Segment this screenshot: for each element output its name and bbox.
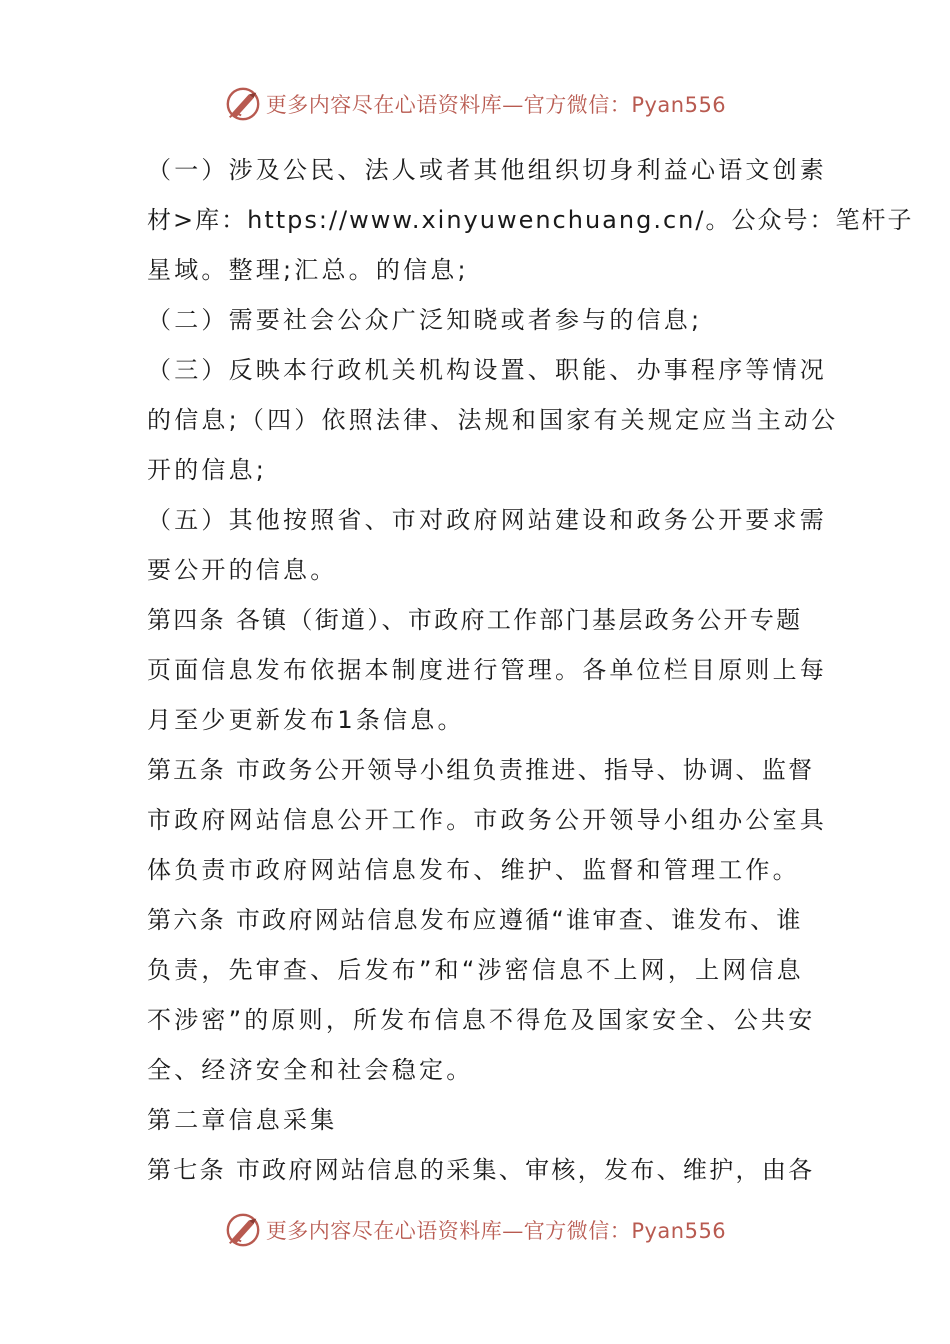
doc-line: 第六条 市政府网站信息发布应遵循“谁审查、谁发布、谁 bbox=[147, 906, 803, 934]
doc-line: 第五条 市政务公开领导小组负责推进、指导、协调、监督 bbox=[147, 756, 815, 784]
doc-line: 的信息;（四）依照法律、法规和国家有关规定应当主动公 bbox=[147, 406, 839, 434]
doc-line: 第四条 各镇（街道）、市政府工作部门基层政务公开专题 bbox=[147, 606, 803, 634]
banner-text bbox=[266, 89, 726, 119]
pen-logo-icon bbox=[224, 1211, 262, 1249]
doc-line: 全、经济安全和社会稳定。 bbox=[147, 1056, 474, 1084]
header-banner bbox=[0, 82, 950, 126]
banner-slogan: 更多内容尽在心语资料库—官方微信： bbox=[265, 1219, 632, 1243]
doc-line: （一）涉及公民、法人或者其他组织切身利益心语文创素 bbox=[147, 156, 827, 184]
banner-inner bbox=[224, 1211, 726, 1249]
footer-banner bbox=[0, 1208, 950, 1252]
document-body bbox=[147, 148, 914, 1198]
doc-line: （二）需要社会公众广泛知晓或者参与的信息; bbox=[147, 306, 703, 334]
doc-line: 市政府网站信息公开工作。市政务公开领导小组办公室具 bbox=[147, 806, 827, 834]
doc-line: 开的信息; bbox=[147, 456, 268, 484]
banner-slogan: 更多内容尽在心语资料库—官方微信： bbox=[265, 93, 632, 117]
doc-line: 月至少更新发布1条信息。 bbox=[147, 706, 465, 734]
doc-line: 星域。整理;汇总。的信息; bbox=[147, 256, 469, 284]
doc-line: 不涉密”的原则，所发布信息不得危及国家安全、公共安 bbox=[147, 1006, 816, 1034]
banner-text bbox=[266, 1215, 726, 1245]
banner-wechat-id: Pyan556 bbox=[631, 1219, 727, 1243]
doc-line: 材>库：https://www.xinyuwenchuang.cn/。公众号：笔杆子 bbox=[147, 206, 914, 234]
doc-line: （三）反映本行政机关机构设置、职能、办事程序等情况 bbox=[147, 356, 827, 384]
pen-logo-icon bbox=[224, 85, 262, 123]
doc-line: 页面信息发布依据本制度进行管理。各单位栏目原则上每 bbox=[147, 656, 827, 684]
doc-line: 第七条 市政府网站信息的采集、审核，发布、维护，由各 bbox=[147, 1156, 815, 1184]
doc-line: 第二章信息采集 bbox=[147, 1106, 338, 1134]
doc-line: 要公开的信息。 bbox=[147, 556, 338, 584]
banner-wechat-id: Pyan556 bbox=[631, 93, 727, 117]
banner-inner bbox=[224, 85, 726, 123]
doc-line: 负责，先审查、后发布”和“涉密信息不上网，上网信息 bbox=[147, 956, 804, 984]
doc-line: （五）其他按照省、市对政府网站建设和政务公开要求需 bbox=[147, 506, 827, 534]
doc-line: 体负责市政府网站信息发布、维护、监督和管理工作。 bbox=[147, 856, 800, 884]
